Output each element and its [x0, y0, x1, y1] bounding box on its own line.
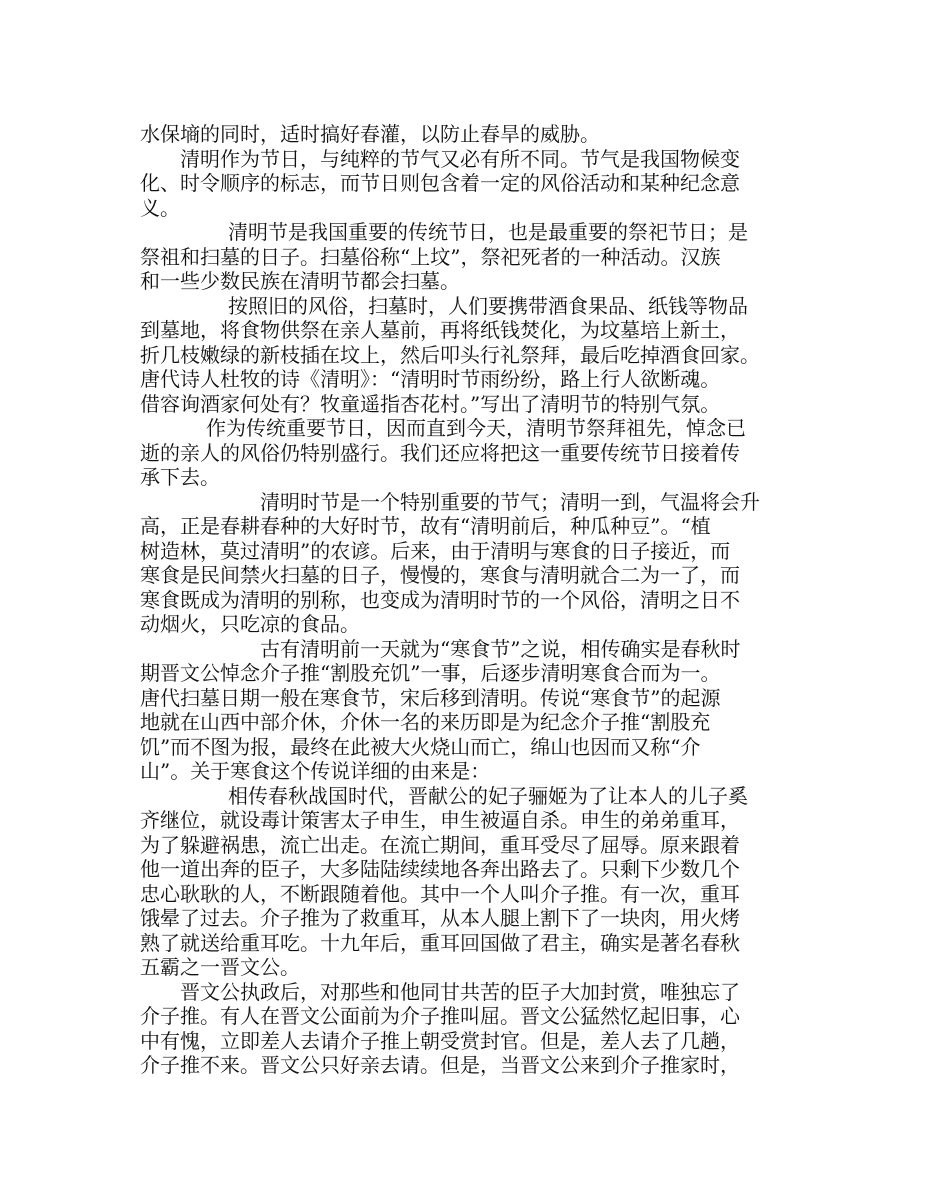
text-line: 期晋文公悼念介子推“割股充饥”一事，后逐步清明寒食合而为一。	[140, 661, 721, 685]
text-line: 清明节是我国重要的传统节日，也是最重要的祭祀节日；是	[228, 220, 748, 244]
text-line: 饿晕了过去。介子推为了救重耳，从本人腿上割下了一块肉，用火烤	[140, 906, 740, 930]
text-line: 地就在山西中部介休，介休一名的来历即是为纪念介子推“割股充	[140, 710, 711, 734]
text-line: 熟了就送给重耳吃。十九年后，重耳回国做了君主，确实是著名春秋	[140, 930, 740, 955]
text-line: 寒食是民间禁火扫墓的日子，慢慢的，寒食与清明就合二为一了，而	[140, 563, 740, 587]
text-line: 和一些少数民族在清明节都会扫墓。	[140, 269, 460, 293]
text-line: 清明作为节日，与纯粹的节气又必有所不同。节气是我国物候变	[180, 146, 740, 171]
text-line: 到墓地，将食物供祭在亲人墓前，再将纸钱焚化，为坟墓培上新土，	[140, 318, 740, 342]
paragraph-2	[140, 147, 812, 221]
text-line: 清明时节是一个特别重要的节气；清明一到，气温将会升	[260, 489, 760, 514]
text-line: 化、时令顺序的标志，而节日则包含着一定的风俗活动和某种纪念意	[140, 171, 740, 195]
text-line: 借容询酒家何处有？牧童遥指杏花村。”写出了清明节的特别气氛。	[140, 391, 721, 416]
text-line: 义。	[140, 195, 180, 220]
text-line: 晋文公执政后，对那些和他同甘共苦的臣子大加封赏，唯独忘了	[180, 979, 740, 1004]
text-line: 介子推。有人在晋文公面前为介子推叫屈。晋文公猛然忆起旧事，心	[140, 1004, 740, 1028]
text-line: 古有清明前一天就为“寒食节”之说，相传确实是春秋时	[260, 636, 741, 661]
paragraph-8	[140, 784, 812, 980]
paragraph-9	[140, 980, 812, 1078]
text-line: 为了躲避祸患，流亡出走。在流亡期间，重耳受尽了屈辱。原来跟着	[140, 832, 740, 857]
paragraph-6	[140, 490, 812, 637]
text-line: 按照旧的风俗，扫墓时，人们要携带酒食果品、纸钱等物品	[228, 293, 748, 318]
text-line: 山”。关于寒食这个传说详细的由来是：	[140, 759, 491, 783]
text-line: 唐代扫墓日期一般在寒食节，宋后移到清明。传说“寒食节”的起源	[140, 685, 721, 710]
text-line: 逝的亲人的风俗仍特别盛行。我们还应将把这一重要传统节日接着传	[140, 440, 740, 465]
paragraph-5	[140, 416, 812, 490]
text-line: 作为传统重要节日，因而直到今天，清明节祭拜祖先，悼念已	[206, 416, 746, 440]
text-line: 五霸之一晋文公。	[140, 955, 300, 979]
text-line: 唐代诗人杜牧的诗《清明》：“清明时节雨纷纷，路上行人欲断魂。	[140, 367, 721, 391]
text-line: 中有愧，立即差人去请介子推上朝受赏封官。但是，差人去了几趟，	[140, 1028, 740, 1053]
text-line: 高，正是春耕春种的大好时节，故有“清明前后，种瓜种豆”。“植	[140, 514, 711, 538]
body-text	[140, 122, 812, 1078]
paragraph-1	[140, 122, 812, 147]
text-line: 承下去。	[140, 465, 220, 489]
text-line: 介子推不来。晋文公只好亲去请。但是，当晋文公来到介子推家时，	[140, 1053, 740, 1077]
text-line: 动烟火，只吃凉的食品。	[140, 612, 360, 636]
text-line: 水保墒的同时，适时搞好春灌，以防止春旱的威胁。	[140, 122, 600, 146]
paragraph-4	[140, 294, 812, 417]
text-line: 祭祖和扫墓的日子。扫墓俗称“上坟”，祭祀死者的一种活动。汉族	[140, 244, 721, 269]
paragraph-7	[140, 637, 812, 784]
paragraph-3	[140, 220, 812, 294]
text-line: 树造林，莫过清明”的农谚。后来，由于清明与寒食的日子接近，而	[140, 538, 731, 563]
text-line: 他一道出奔的臣子，大多陆陆续续地各奔出路去了。只剩下少数几个	[140, 857, 740, 881]
text-line: 饥”而不图为报，最终在此被大火烧山而亡，绵山也因而又称“介	[140, 734, 701, 759]
text-line: 齐继位，就设毒计策害太子申生，申生被逼自杀。申生的弟弟重耳，	[140, 808, 740, 832]
text-line: 相传春秋战国时代，晋献公的妃子骊姬为了让本人的儿子奚	[228, 783, 748, 808]
text-line: 忠心耿耿的人，不断跟随着他。其中一个人叫介子推。有一次，重耳	[140, 881, 740, 906]
text-line: 寒食既成为清明的别称，也变成为清明时节的一个风俗，清明之日不	[140, 587, 740, 612]
text-line: 折几枝嫩绿的新枝插在坟上，然后叩头行礼祭拜，最后吃掉酒食回家。	[140, 342, 760, 367]
